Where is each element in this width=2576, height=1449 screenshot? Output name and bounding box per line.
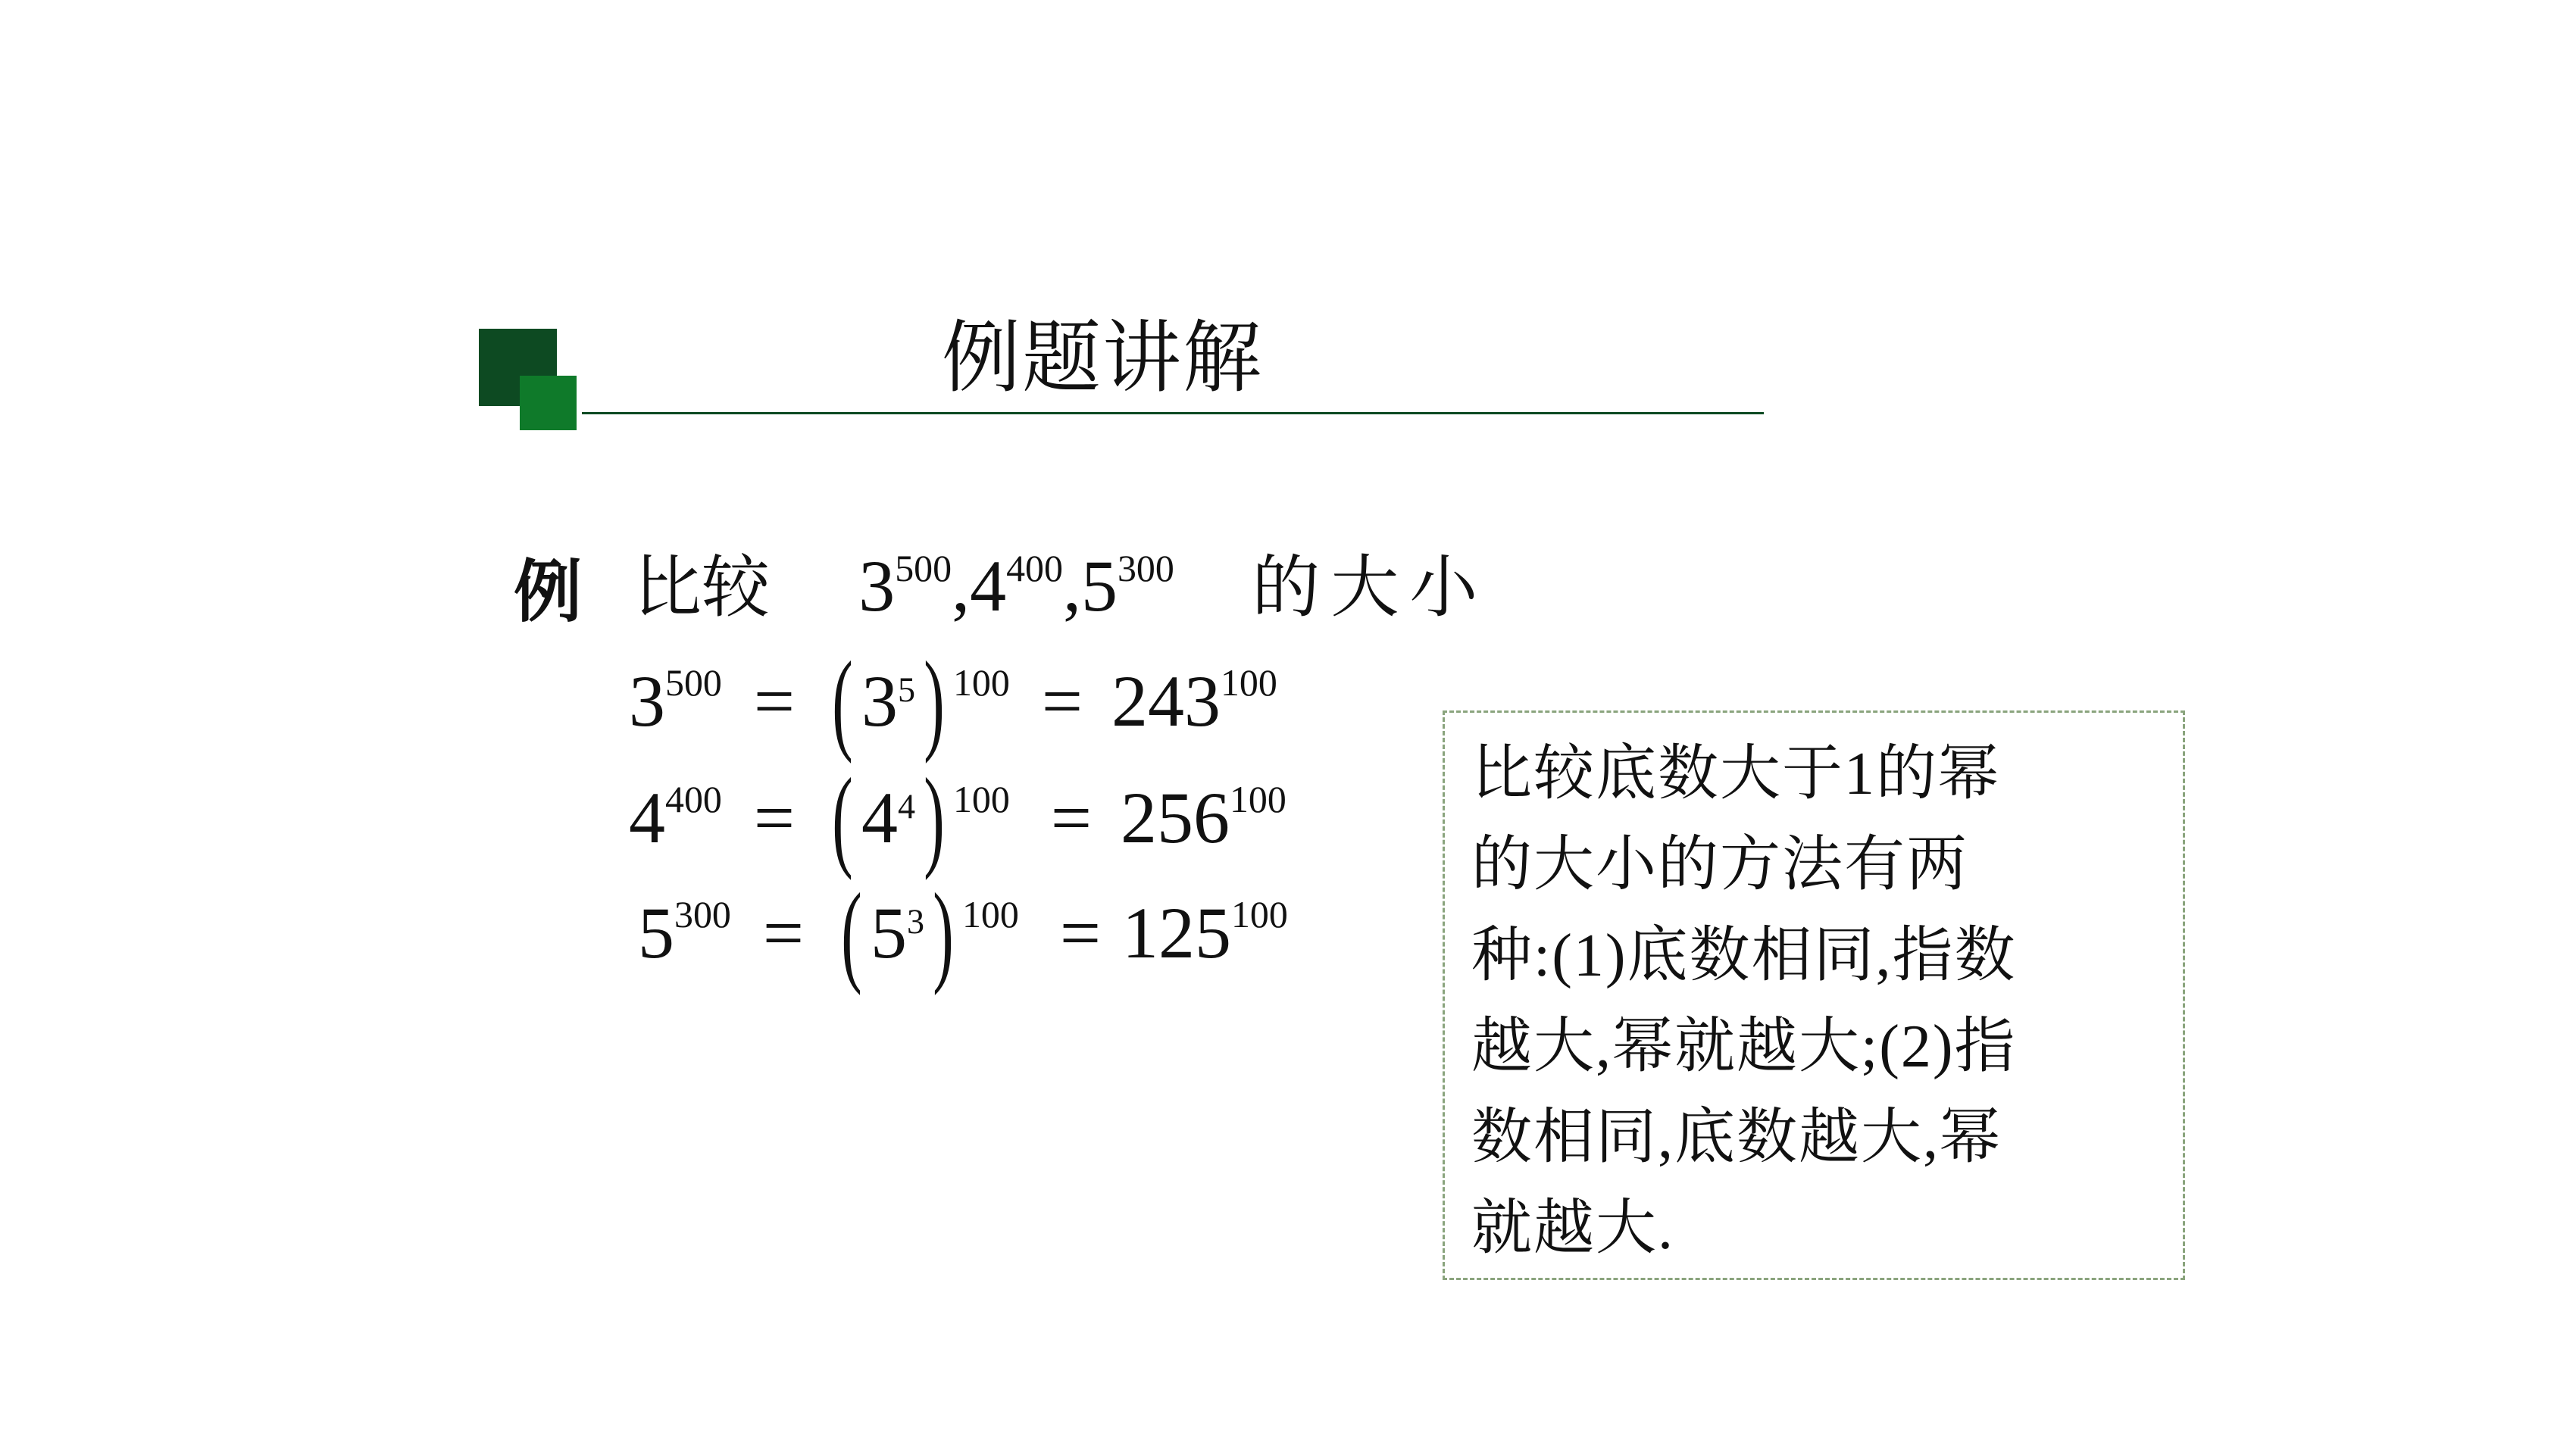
equation-row: $3^{500}$ = ( $3^5$) $^{100} = 243^{100}$ <box>629 639 1277 764</box>
problem-statement <box>633 532 1488 630</box>
note-line: 数相同,底数越大,幂 <box>1471 1104 2002 1171</box>
outer-exponent: 100 <box>952 662 1010 704</box>
lhs-base: 4 <box>629 777 665 858</box>
note-line: 种:(1)底数相同,指数 <box>1471 923 2017 989</box>
example-marker: 例 <box>514 552 582 632</box>
term-base: 4 <box>970 545 1007 626</box>
result-base: 243 <box>1111 660 1221 742</box>
header-decoration-light-square <box>520 376 577 430</box>
lhs-exponent: 500 <box>665 662 722 704</box>
term-separator: , <box>952 545 971 626</box>
equals-sign: = <box>1041 660 1083 742</box>
outer-exponent: 100 <box>961 894 1019 936</box>
term-separator: , <box>1062 545 1081 626</box>
lhs-base: 5 <box>638 892 674 973</box>
page-title: 例题讲解 <box>942 311 1264 404</box>
outer-exponent: 100 <box>952 779 1010 821</box>
equals-sign: = <box>753 660 795 742</box>
problem-suffix: 的大小 <box>1252 548 1489 627</box>
equals-sign: = <box>1050 777 1092 858</box>
title-underline <box>582 412 1764 414</box>
lhs-exponent: 400 <box>665 779 722 821</box>
inner-base: 4 <box>861 777 898 858</box>
inner-exponent: 4 <box>897 786 915 826</box>
result-exponent: 100 <box>1230 894 1288 936</box>
term-exponent: 500 <box>895 548 952 590</box>
inner-exponent: 5 <box>897 670 915 709</box>
result-base: 256 <box>1120 777 1230 858</box>
equation-row: $5^{300}$ = ( $5^3$) $^{100} = 125^{100}$ <box>638 870 1288 996</box>
note-line: 越大,幂就越大;(2)指 <box>1471 1013 2017 1080</box>
result-base: 125 <box>1121 892 1231 973</box>
term-exponent: 300 <box>1117 548 1174 590</box>
equals-sign: = <box>1059 892 1101 973</box>
inner-base: 5 <box>870 892 907 973</box>
note-text <box>1471 729 2168 1274</box>
problem-prefix: 比较 <box>633 548 770 627</box>
inner-exponent: 3 <box>906 901 924 941</box>
equals-sign: = <box>762 892 804 973</box>
problem-terms <box>858 545 1193 626</box>
lhs-base: 3 <box>629 660 665 742</box>
inner-base: 3 <box>861 660 898 742</box>
equation-row: $4^{400}$ = ( $4^4$) $^{100} = 256^{100}$ <box>629 755 1286 881</box>
note-line: 就越大. <box>1471 1195 1674 1262</box>
result-exponent: 100 <box>1220 662 1277 704</box>
term-base: 3 <box>858 545 896 626</box>
term-base: 5 <box>1080 545 1118 626</box>
term-exponent: 400 <box>1006 548 1063 590</box>
equals-sign: = <box>753 777 795 858</box>
note-line: 比较底数大于1的幂 <box>1471 741 2000 807</box>
note-line: 的大小的方法有两 <box>1471 832 1968 898</box>
result-exponent: 100 <box>1229 779 1286 821</box>
lhs-exponent: 300 <box>674 894 731 936</box>
